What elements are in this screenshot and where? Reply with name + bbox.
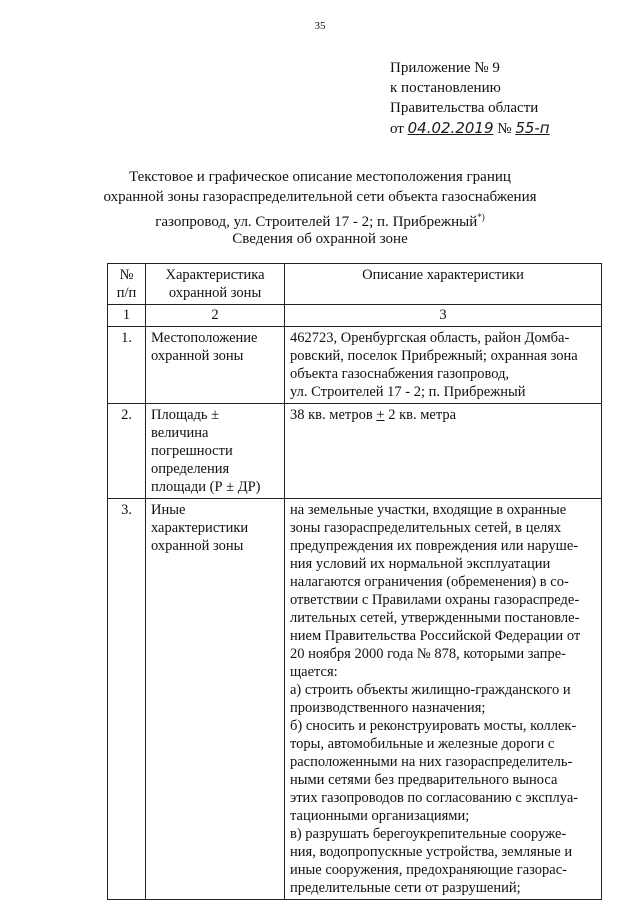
appendix-date-line: [390, 118, 550, 139]
description-line: щается:: [290, 664, 338, 680]
description-line: ул. Строителей 17 - 2; п. Прибрежный: [290, 384, 526, 400]
description-line: иные сооружения, предохраняющие газорас-: [290, 862, 568, 878]
description-line: ровский, поселок Прибрежный; охранная зона: [290, 348, 578, 364]
row-description: [285, 499, 602, 900]
appendix-line-2: к постановлению: [390, 80, 501, 96]
description-line: а) строить объекты жилищно-гражданского и: [290, 682, 571, 698]
description-line: 20 ноября 2000 года № 878, которыми запре-: [290, 646, 566, 662]
footnote-mark: *): [477, 212, 485, 222]
row-characteristic: Местоположение охранной зоны: [146, 327, 285, 404]
appendix-line-1: Приложение № 9: [390, 60, 500, 76]
description-line: лительных сетей, утвержденными постановле-: [290, 610, 580, 626]
description-line: торы, автомобильные и железные дороги с: [290, 736, 555, 752]
row-description: [285, 327, 602, 404]
table-header-row: [108, 264, 602, 305]
row-characteristic: Площадь ± величина погрешности определения площади (Р ± ДР): [146, 404, 285, 499]
description-line: расположенными на них газораспределитель-: [290, 754, 573, 770]
description-line: нием Правительства Российской Федерации от: [290, 628, 581, 644]
row-characteristic: Иные характеристики охранной зоны: [146, 499, 285, 900]
description-line: на земельные участки, входящие в охранные: [290, 502, 567, 518]
table-row: [108, 327, 602, 404]
row-num: 2.: [108, 404, 146, 499]
description-line: б) сносить и реконструировать мосты, коллек-: [290, 718, 577, 734]
table-row: [108, 499, 602, 900]
header-characteristic: Характеристика охранной зоны: [146, 264, 285, 305]
description-line: ния, водопропускные устройства, земляные и: [290, 844, 573, 860]
description-line: ответствии с Правилами охраны газораспреде-: [290, 592, 580, 608]
description-line: тационными организациями;: [290, 808, 470, 824]
description-line: налагаются ограничения (обременения) в со-: [290, 574, 569, 590]
area-value: 38 кв. метров: [290, 407, 377, 423]
description-line: зоны газораспределительных сетей, в целях: [290, 520, 562, 536]
header-num: № п/п: [108, 264, 146, 305]
column-number: 2: [146, 305, 285, 327]
title-line-3: [0, 207, 640, 232]
title-line-2: охранной зоны газораспределительной сети объекта газоснабжения: [103, 189, 537, 205]
section-title: Сведения об охранной зоне: [232, 231, 408, 247]
description-line: производственного назначения;: [290, 700, 486, 716]
appendix-line-3: Правительства области: [390, 100, 539, 116]
number-prefix: №: [497, 121, 512, 137]
table-row: [108, 404, 602, 499]
column-number-row: [108, 305, 602, 327]
description-line: 462723, Оренбургская область, район Домба-: [290, 330, 570, 346]
handwritten-date: 04.02.2019: [407, 119, 494, 137]
description-line: предупреждения их повреждения или наруше-: [290, 538, 579, 554]
document-title: [0, 167, 640, 232]
column-number: 3: [285, 305, 602, 327]
description-line: ния условий их нормальной эксплуатации: [290, 556, 551, 572]
date-prefix: от: [390, 121, 404, 137]
description-line: в) разрушать берегоукрепительные сооруже-: [290, 826, 567, 842]
header-description: Описание характеристики: [285, 264, 602, 305]
handwritten-number: 55-п: [515, 119, 550, 137]
page-number: 35: [314, 20, 326, 32]
column-number: 1: [108, 305, 146, 327]
title-line-3-text: газопровод, ул. Строителей 17 - 2; п. Прибрежный: [155, 214, 478, 230]
description-line: объекта газоснабжения газопровод,: [290, 366, 510, 382]
appendix-block: [390, 58, 550, 139]
row-num: 3.: [108, 499, 146, 900]
zone-info-table: [107, 263, 602, 900]
plus-minus-sign: +: [376, 407, 385, 423]
row-description: [285, 404, 602, 499]
description-line: этих газопроводов по согласованию с эксплуа-: [290, 790, 579, 806]
row-num: 1.: [108, 327, 146, 404]
area-error: 2 кв. метра: [384, 407, 457, 423]
description-line: пределительные сети от разрушений;: [290, 880, 521, 896]
title-line-1: Текстовое и графическое описание местоположения границ: [129, 169, 511, 185]
description-line: ными сетями без предварительного выноса: [290, 772, 558, 788]
